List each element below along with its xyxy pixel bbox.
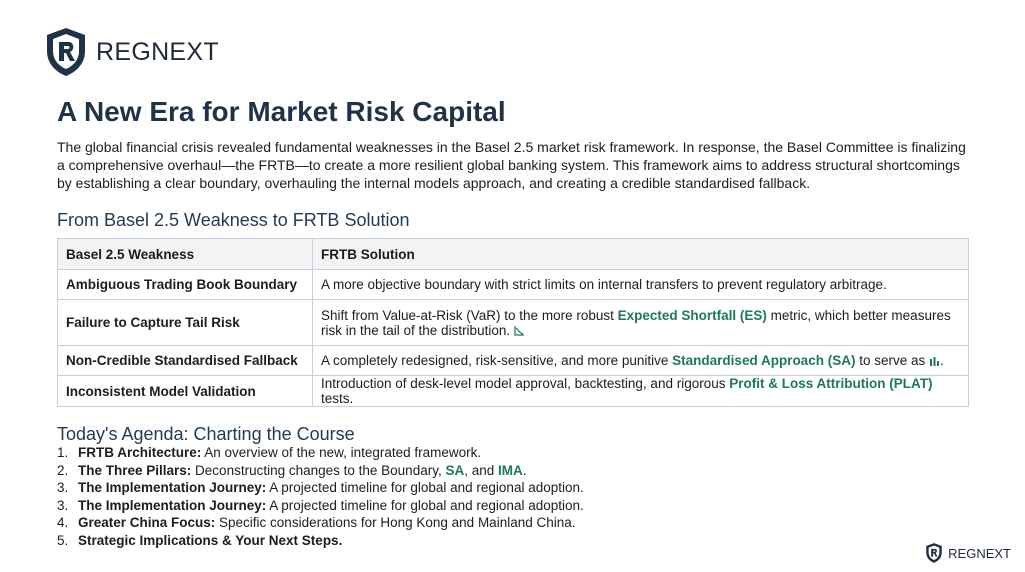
solution-cell: Shift from Value-at-Risk (VaR) to the more robust Expected Shortfall (ES) metric, which better measures risk in the tail of the distribution. — [313, 300, 969, 346]
list-item: 4. Greater China Focus: Specific considerations for Hong Kong and Mainland China. — [57, 515, 576, 530]
highlight-term: Standardised Approach (SA) — [672, 353, 856, 368]
page-title: A New Era for Market Risk Capital — [57, 96, 506, 127]
brand-logo — [44, 26, 219, 78]
solution-cell: Introduction of desk-level model approval, backtesting, and rigorous Profit & Loss Attribution (PLAT) tests. — [313, 376, 969, 407]
comparison-table — [57, 238, 969, 407]
list-item: 1. FRTB Architecture: An overview of the new, integrated framework. — [57, 445, 482, 460]
column-header-solution: FRTB Solution — [313, 239, 969, 270]
intro-paragraph: The global financial crisis revealed fundamental weaknesses in the Basel 2.5 market risk framework. In response, the Basel Committee is finalizing a comprehensive overhaul—the FRTB—to create a more resilient global banking system. This framework aims to address structural shortcomings by establishing a clear boundary, overhauling the internal models approach, and creating a credible standardised fallback. — [57, 139, 966, 191]
list-item: 3. The Implementation Journey: A projected timeline for global and regional adoption. — [57, 480, 584, 495]
table-header-row — [58, 239, 969, 270]
highlight-term: Profit & Loss Attribution (PLAT) — [729, 376, 933, 391]
brand-name: REGNEXT — [96, 37, 219, 66]
weakness-cell: Inconsistent Model Validation — [58, 376, 313, 407]
list-item: 3. The Implementation Journey: A projected timeline for global and regional adoption. — [57, 497, 584, 513]
solution-cell: A completely redesigned, risk-sensitive, and more punitive Standardised Approach (SA) to serve as . — [313, 346, 969, 376]
weakness-cell: Failure to Capture Tail Risk — [58, 300, 313, 346]
table-row — [58, 270, 969, 300]
table-row — [58, 346, 969, 376]
footer-brand-name: REGNEXT — [948, 545, 1011, 561]
highlight-term: Expected Shortfall (ES) — [617, 307, 767, 323]
list-item: 5. Strategic Implications & Your Next Steps. — [57, 532, 343, 548]
shield-logo-icon — [925, 542, 943, 564]
agenda-heading: Today's Agenda: Charting the Course — [57, 424, 355, 444]
chart-icon — [514, 325, 525, 336]
list-item: 2. The Three Pillars: Deconstructing changes to the Boundary, SA, and IMA. — [57, 462, 527, 478]
shield-logo-icon — [44, 26, 88, 78]
weakness-cell: Ambiguous Trading Book Boundary — [58, 270, 313, 300]
solution-cell: A more objective boundary with strict limits on internal transfers to prevent regulatory arbitrage. — [313, 270, 969, 300]
column-header-weakness: Basel 2.5 Weakness — [58, 239, 313, 270]
table-row — [58, 376, 969, 407]
bar-chart-icon — [929, 356, 940, 367]
agenda-list — [57, 444, 584, 549]
footer-logo — [925, 542, 1011, 564]
comparison-heading: From Basel 2.5 Weakness to FRTB Solution — [57, 210, 410, 230]
weakness-cell: Non-Credible Standardised Fallback — [58, 346, 313, 376]
table-row — [58, 300, 969, 346]
